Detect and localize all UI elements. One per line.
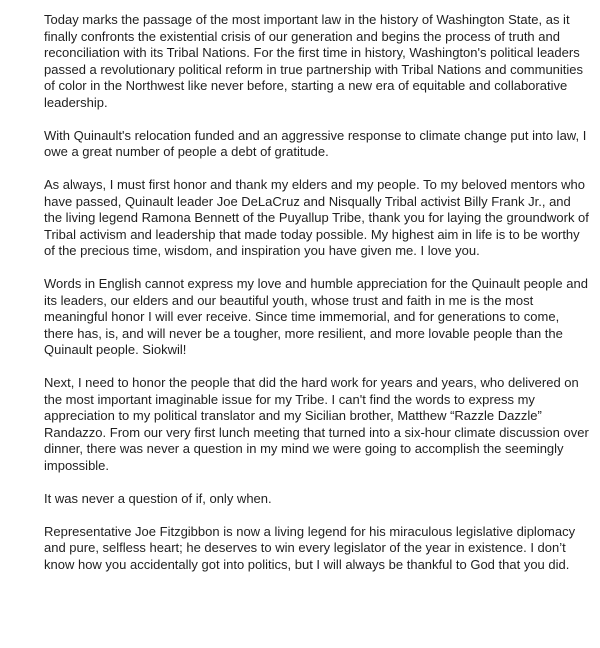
letter-body [44,0,592,648]
paragraph-elders: As always, I must first honor and thank my elders and my people. To my beloved mentors who have passed, Quinault leader Joe DeLaCruz and Nisqually Tribal activist Billy Frank Jr., and the living legend Ramona Bennett of the Puyallup Tribe, thank you for laying the groundwork of Tribal activism and leadership that made today possible. My highest aim in life is to be worthy of the precious time, wisdom, and inspiration you have given me. I love you. [44,177,589,258]
paragraph-fitzgibbon: Representative Joe Fitzgibbon is now a living legend for his miraculous legislative diplomacy and pure, selfless heart; he deserves to win every legislator of the year in existence. I don’t know how you accidentally got into politics, but I will always be thankful to God that you did. [44,523,576,572]
paragraph-opening: Today marks the passage of the most important law in the history of Washington State, as it finally confronts the existential crisis of our generation and begins the process of truth and reconciliation with its Tribal Nations. For the first time in history, Washington's political leaders passed a revolutionary political reform in true partnership with Tribal Nations and communities of color in the Northwest like never before, starting a new era of equitable and collaborative leadership. [44,12,584,110]
paragraph-quinault-people: Words in English cannot express my love and humble appreciation for the Quinault people and its leaders, our elders and our beautiful youth, whose trust and faith in me is the most meaningful honor I will ever receive. Since time immemorial, and for generations to come, there has, is, and will never be a tougher, more resilient, and more lovable people than the Quinault people. Siokwil! [44,276,588,357]
paragraph-hard-work: Next, I need to honor the people that did the hard work for years and years, who delivered on the most important imaginable issue for my Tribe. I can't find the words to express my appreciation to my political translator and my Sicilian brother, Matthew “Razzle Dazzle” Randazzo. From our very first lunch meeting that turned into a six-hour climate discussion over dinner, there was never a question in my mind we were going to accomplish the seemingly impossible. [44,375,589,473]
paragraph-gratitude: With Quinault's relocation funded and an aggressive response to climate change put into law, I owe a great number of people a debt of gratitude. [44,127,587,159]
paragraph-never-a-question: It was never a question of if, only when. [44,490,272,506]
